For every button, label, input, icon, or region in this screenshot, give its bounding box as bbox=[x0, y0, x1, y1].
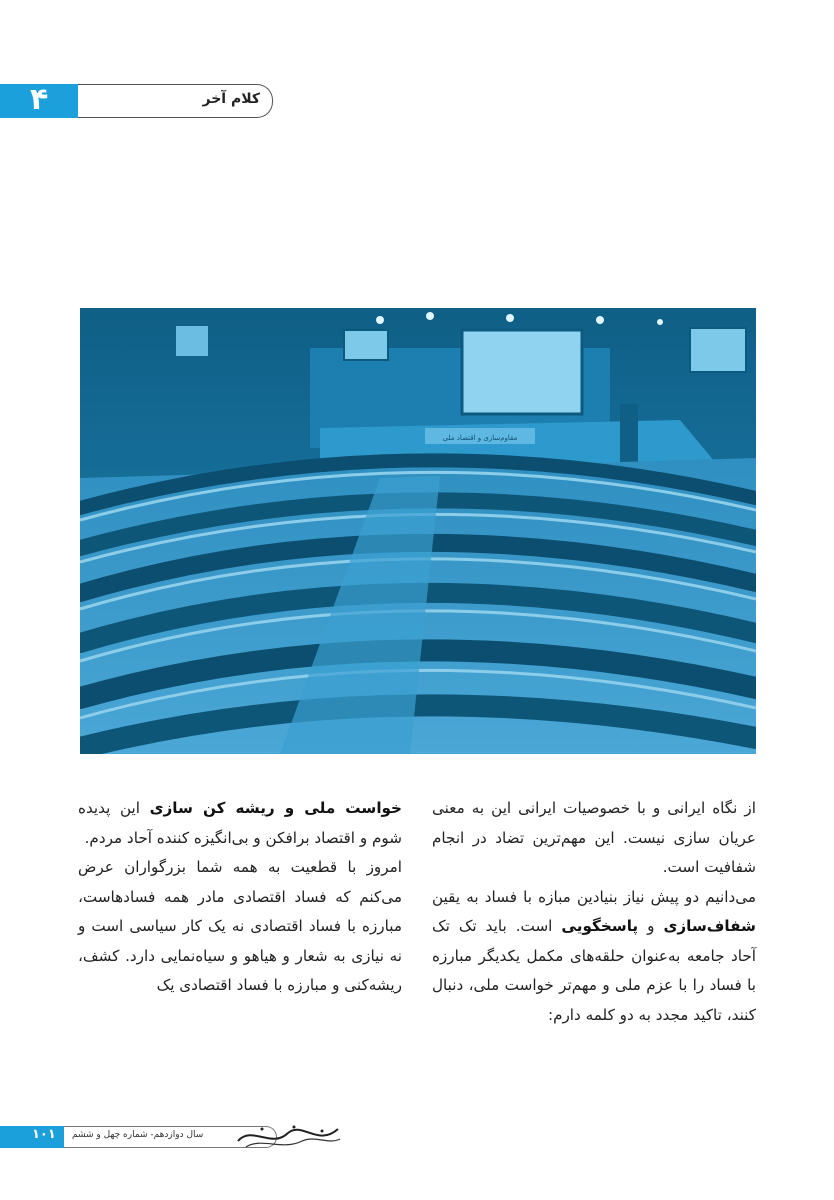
section-number: ۴ bbox=[30, 82, 49, 117]
page-number: ۱۰۱ bbox=[32, 1127, 56, 1142]
text-column-right bbox=[432, 794, 756, 1030]
journal-logo bbox=[232, 1119, 344, 1153]
text-column-left bbox=[78, 794, 402, 1001]
section-title-box bbox=[78, 84, 273, 118]
bold-term: شفاف‌سازی bbox=[663, 917, 756, 935]
section-title: کلام آخر bbox=[202, 91, 260, 107]
paragraph: خواست ملی و ریشه کن سازی این پدیده شوم و اقتصاد برافکن و بی‌انگیزه کننده آحاد مردم. bbox=[78, 799, 402, 847]
paragraph: امروز با قطعیت به همه شما بزرگواران عرض می‌کنم که فساد اقتصادی مادر همه فسادهاست، مبارزه با فساد اقتصادی نه یک کار سیاسی است و نه نیازی به شعار و هیاهو و سیاه‌نمایی دارد. کشف، ریشه‌کنی و مبارزه با فساد اقتصادی یک bbox=[78, 858, 402, 994]
stage-banner-text: مقاوم‌سازی و اقتصاد ملی bbox=[442, 434, 518, 442]
bold-term: پاسخگویی bbox=[561, 917, 639, 935]
paragraph: می‌دانیم دو پیش نیاز بنیادین مبازه با فساد به یقین شفاف‌سازی و پاسخگویی است. باید تک تک آحاد جامعه به‌عنوان حلقه‌های مکمل یکدیگر مبارزه با فساد را با عزم ملی و مهم‌تر خواست ملی، دنبال کنند، تاکید مجدد به دو کلمه دارم: bbox=[432, 887, 756, 1024]
bold-term: خواست ملی و ریشه کن سازی bbox=[149, 799, 402, 817]
conference-hall-photo bbox=[80, 308, 756, 754]
issue-info: سال دوازدهم- شماره چهل و ششم bbox=[72, 1130, 204, 1140]
footer-box bbox=[64, 1126, 277, 1148]
paragraph: از نگاه ایرانی و با خصوصیات ایرانی این به معنی عریان سازی نیست. این مهم‌ترین تضاد در انجام شفافیت است. bbox=[432, 799, 756, 876]
